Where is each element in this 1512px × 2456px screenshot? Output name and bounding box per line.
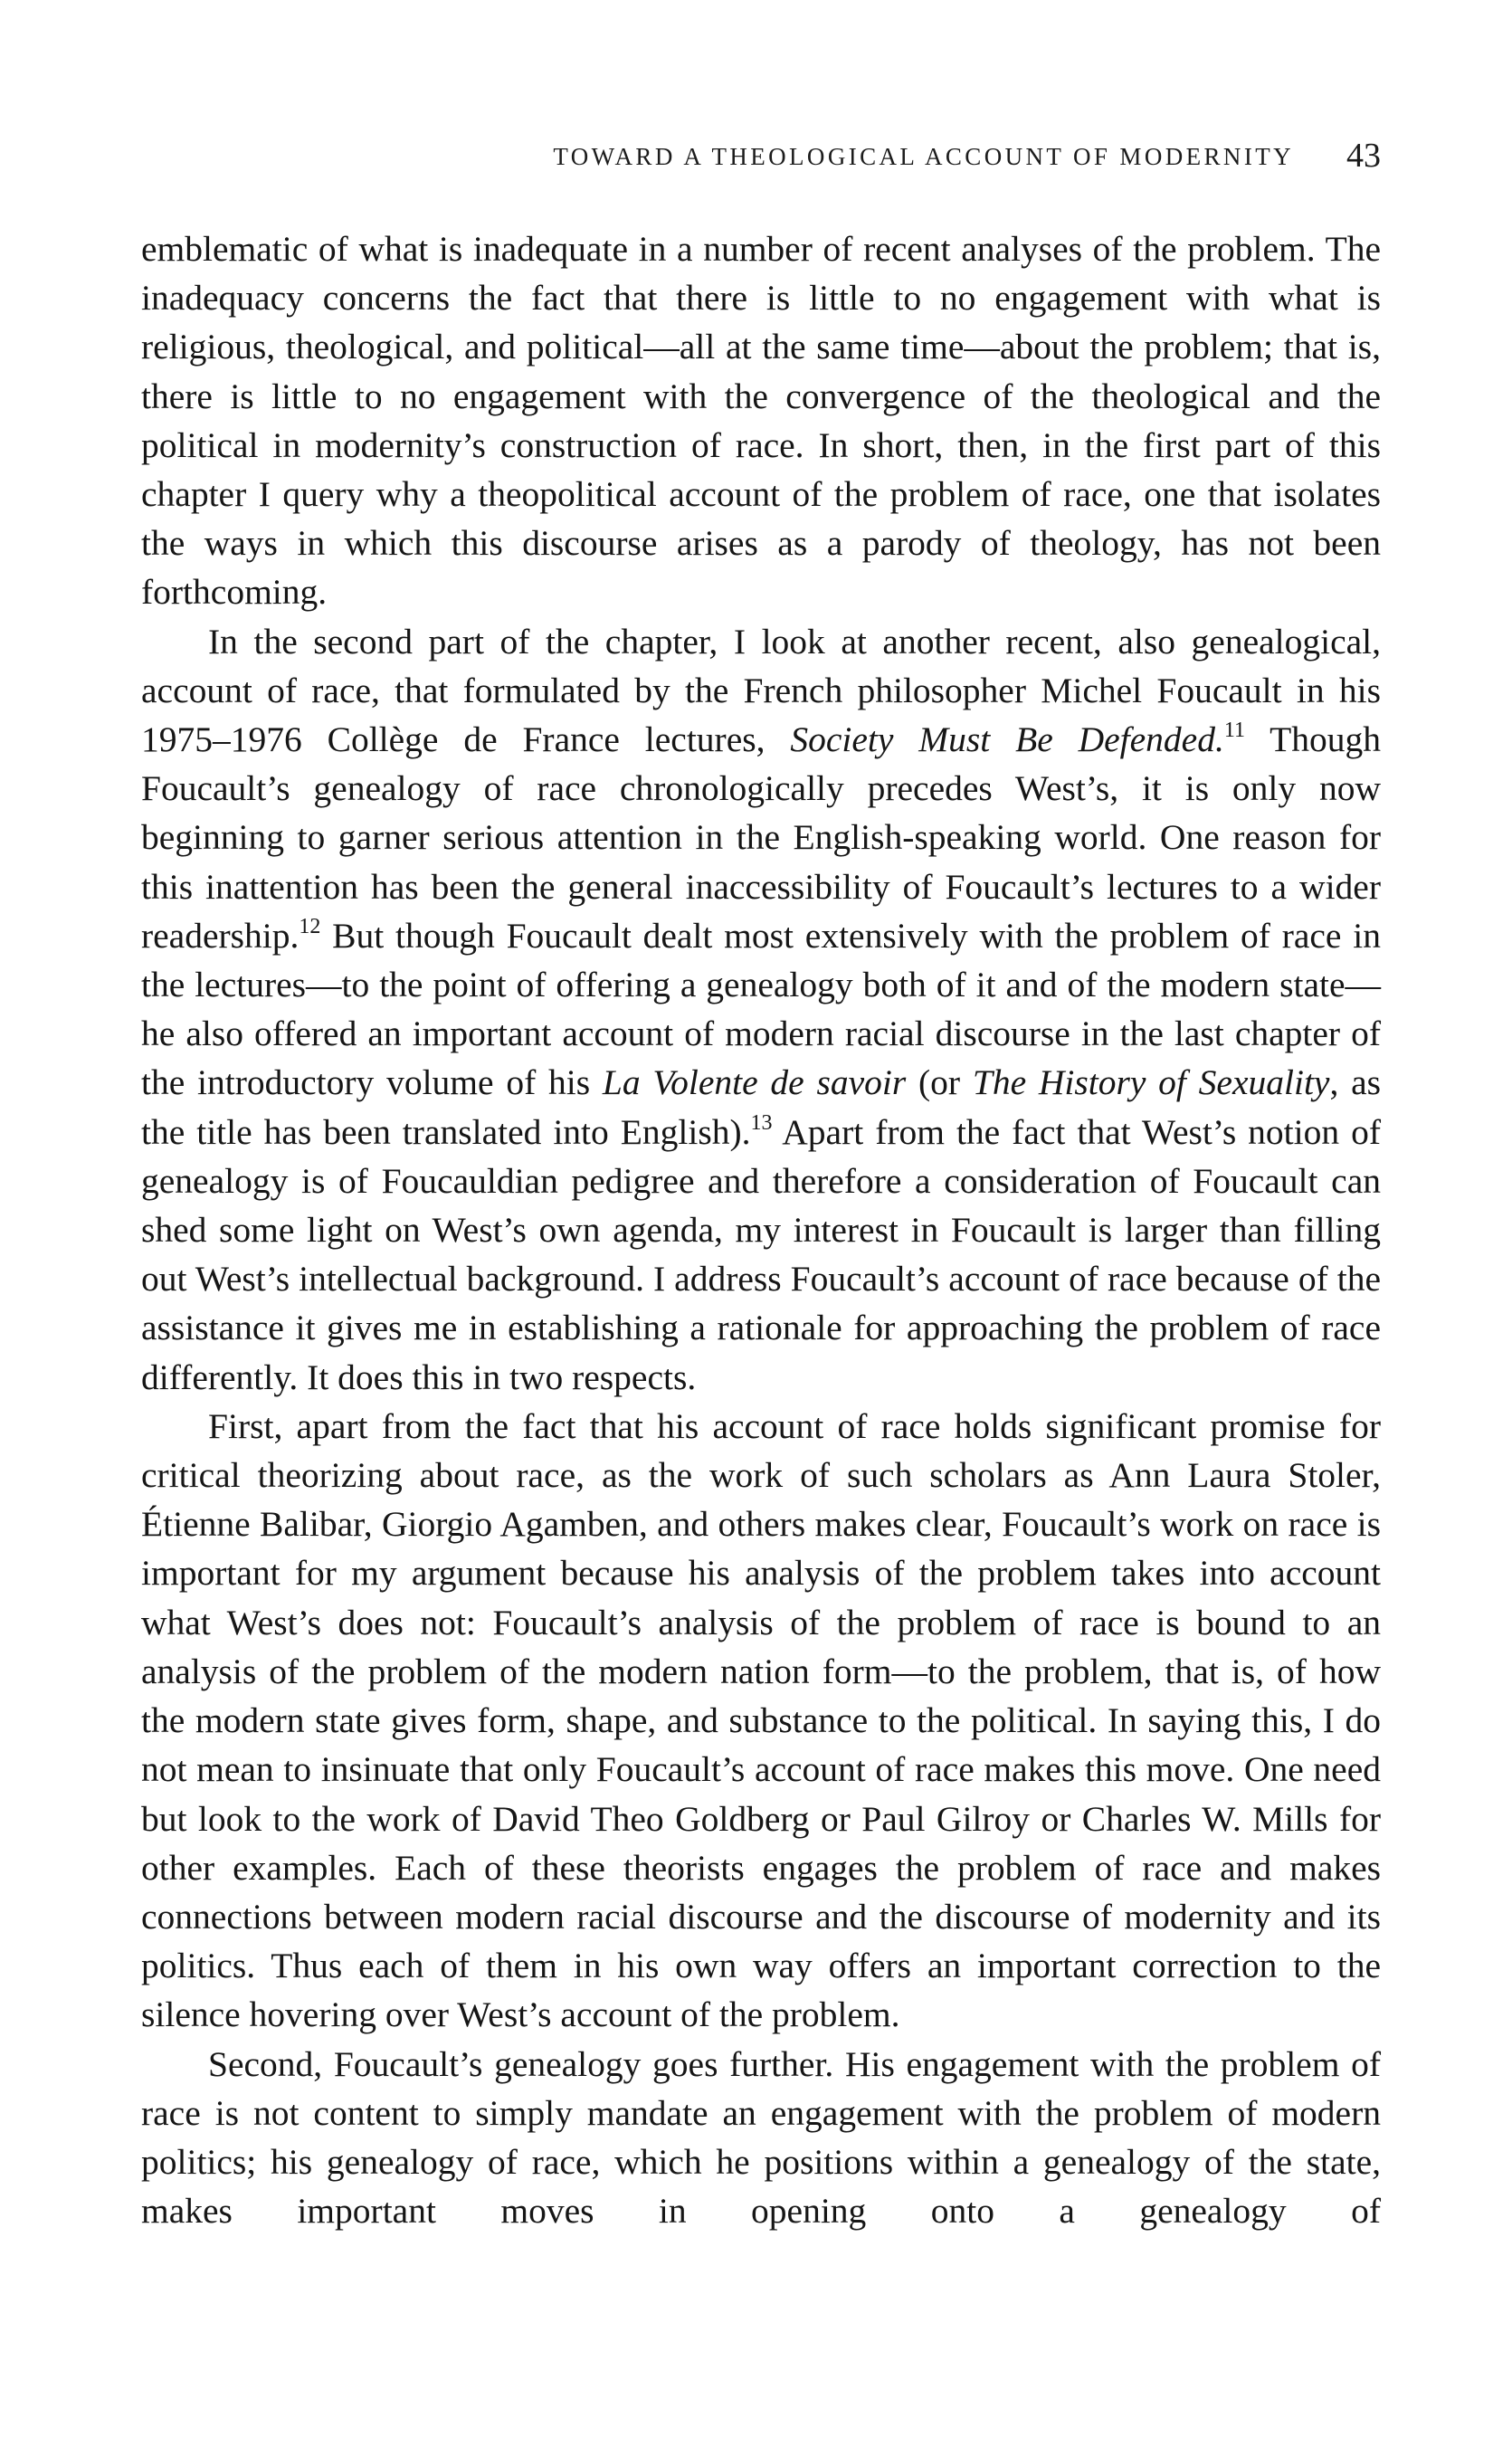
text-run: , as the title has been translated into English). [141,1062,1382,1152]
text-run: emblematic of what is inadequate in a number of recent analyses of the problem. The inadequacy concerns the fact that there is little to no engagement with what is religious, theological, and political—all at the same time—about the problem; that is, there is little to no engagement with the convergence of the theological and the political in modernity’s construction of race. In short, then, in the first part of this chapter I query why a theopolitical account of the problem of race, one that isolates the ways in which this discourse arises as a parody of theology, has not been forthcoming. [141,229,1381,613]
text-run: (or [906,1062,973,1103]
text-run: In the second part of the chapter, I look at another recent, also genealogical, account of race, that formulated by the French philosopher Michel Foucault in his 1975–1976 Collège de France lectures, [141,621,1381,760]
page-number: 43 [1346,137,1381,175]
text-run: Though Foucault’s genealogy of race chronologically precedes West’s, it is only now beginning to garner serious attention in the English-speaking world. One reason for this inattention has been the general inaccessibility of Foucault’s lectures to a wider readership. [141,719,1381,956]
paragraph-first-respect [141,1402,1381,2040]
footnote-ref: 11 [1223,719,1245,743]
paragraph-second-respect [141,2040,1381,2236]
italic-title: La Volente de savoir [602,1062,907,1103]
paragraph-second-part [141,617,1381,1402]
paragraph-continued [141,224,1381,617]
running-title: TOWARD A THEOLOGICAL ACCOUNT OF MODERNITY [553,143,1294,170]
text-run: But though Foucault dealt most extensively with the problem of race in the lectures—to the point of offering a genealogy both of it and of the modern state—he also offered an important account of modern racial discourse in the last chapter of the introductory volume of his [141,915,1381,1103]
body-text [141,224,1381,2235]
footnote-ref: 13 [750,1110,773,1135]
footnote-ref: 12 [299,914,321,938]
italic-title: Society Must Be Defended. [790,719,1224,760]
italic-title: The History of Sexuality [972,1062,1330,1103]
text-run: Second, Foucault’s genealogy goes further. His engagement with the problem of race is not content to simply mandate an engagement with the problem of modern politics; his genealogy of race, which he positions within a genealogy of the state, makes important moves in opening onto a genealogy of [141,2043,1381,2232]
running-head [141,136,1381,190]
text-run: Apart from the fact that West’s notion of genealogy is of Foucauldian pedigree and therefore a consideration of Foucault can shed some light on West’s own agenda, my interest in Foucault is larger than filling out West’s intellectual background. I address Foucault’s account of race because of the assistance it gives me in establishing a rationale for approaching the problem of race differently. It does this in two respects. [141,1111,1381,1397]
text-run: First, apart from the fact that his account of race holds significant promise for critical theorizing about race, as the work of such scholars as Ann Laura Stoler, Étienne Balibar, Giorgio Agamben, and others makes clear, Foucault’s work on race is important for my argument because his analysis of the problem takes into account what West’s does not: Foucault’s analysis of the problem of race is bound to an analysis of the problem of the modern nation form—to the problem, that is, of how the modern state gives form, shape, and substance to the political. In saying this, I do not mean to insinuate that only Foucault’s account of race makes this move. One need but look to the work of David Theo Goldberg or Paul Gilroy or Charles W. Mills for other examples. Each of these theorists engages the problem of race and makes connections between modern racial discourse and the discourse of modernity and its politics. Thus each of them in his own way offers an important correction to the silence hovering over West’s account of the problem. [141,1405,1381,2035]
